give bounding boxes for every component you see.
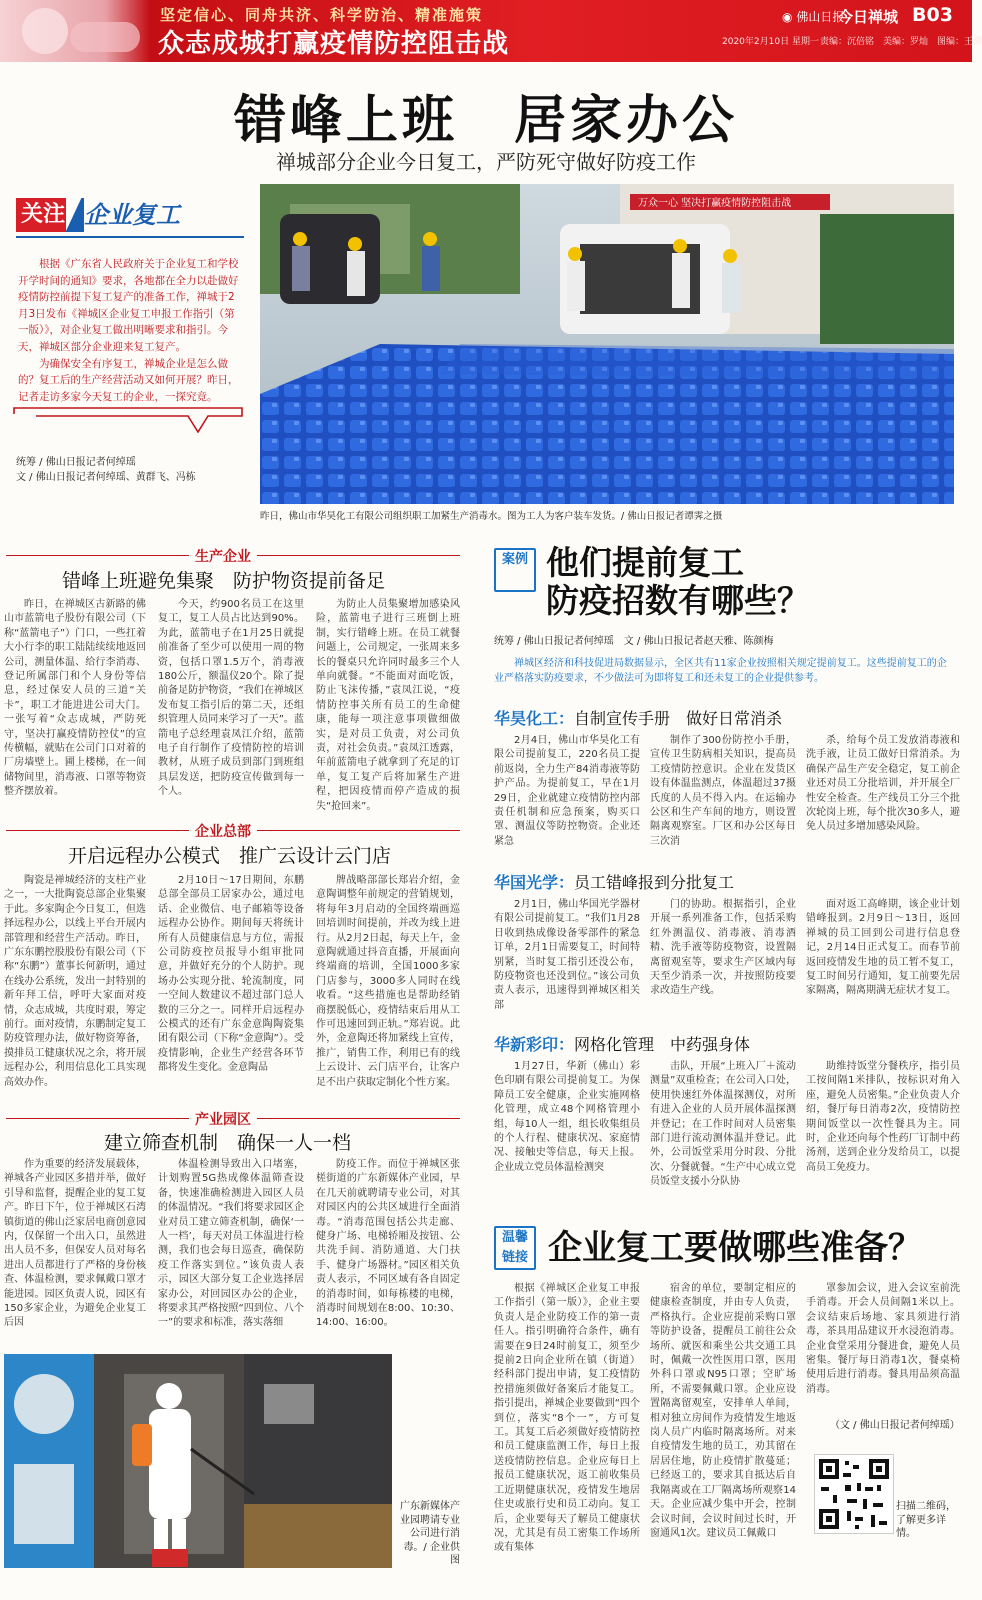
focus-underline (16, 236, 244, 238)
company-name: 华新彩印： (494, 1035, 575, 1054)
case-intro: 禅城区经济和科技促进局数据显示，全区共有11家企业按照相关规定提前复工。这些提前复工的企业严格落实防疫要求，不少做法可为即将复工和还未复工的企业提供参考。 (494, 658, 947, 684)
park-photo-caption: 广东新媒体产业园聘请专业公司进行消毒。/ 企业供图 (400, 1501, 460, 1566)
company-column: 杀，给每个员工发放消毒液和洗手液，让员工做好日常消杀。为确保产品生产安全稳定，复工前企业还对员工分批培训，并开展全厂性安全检查。生产线员工分三个批次轮岗上班，每个批次30多人，避免人员过多增加感染风险。 (806, 735, 960, 833)
focus-label-red: 关注 (16, 198, 70, 232)
banner-figure-decoration (22, 8, 68, 54)
header-banner (0, 0, 982, 62)
warm-link-tag: 温馨链接 (494, 1226, 536, 1270)
company-column: 1月27日，华新（佛山）彩色印刷有限公司提前复工。为保障员工安全健康，企业实施网格化管理，成立48个网格管理小组，每10人一组，组长收集组员的个人行程、健康状况、家庭情况、接触史等信息，每天上报。企业成立党员体温检测突 (494, 1061, 640, 1173)
focus-label-blue: 企业复工 (84, 201, 180, 229)
paper-name: 佛山日报 (796, 10, 845, 24)
focus-label-slash (66, 198, 84, 232)
main-photo (260, 184, 954, 504)
warm-column-1: 根据《禅城区企业复工申报工作指引（第一版）》，企业主要负责人是企业防疫工作的第一责任人。指引明确符合条件，确有需要在9日24时前复工，须至少提前2日向企业所在镇（街道）经科部门提出申请，复工疫情防控措施须做好备案后才能复工。指引提出，禅城企业要做到“四个到位，落实“8个一”，方可复工。其复工后必须做好疫情防控和员工健康监测工作，每日上报送疫情防控信息。企业应每日上报员工健康状况，返工前收集员工近期健康状况，疫情发生地居住史或旅行史和员工动向。复工后，企业要每天了解员工健康状况，尤其是有员工密集工作场所或有集体 (494, 1283, 640, 1554)
case-title-line: 防疫招数有哪些？ (546, 581, 810, 620)
editor-credits: 责编：沉倍铭 美编：罗灿 图编：王潮 (820, 37, 982, 47)
paper-logo (782, 8, 844, 25)
case-title-line: 他们提前复工 (546, 543, 744, 582)
warm-credit: （文 / 佛山日报记者何绰瑶） (830, 1420, 960, 1431)
company-headline: 员工错峰报到分批复工 (574, 873, 735, 892)
company-title (494, 870, 734, 893)
intro-callout-frame (12, 404, 246, 436)
hq-column-3: 牌战略部部长郑岩介绍，金意陶调整年前规定的营销规划，将每年3月启动的全国终端画巡回培训时间提前，并改为线上进行。从2月2日起，每天上午，金意陶就通过抖音直播，开展面向终端商的培训，全国1000多家门店参与，3000多人同时在线收看。“这些措施也是帮助经销商摆脱低心，疫情结束后用从工作可迅速回到正轨。”郑岩说。此外，金意陶还将加紧线上宣传，推广，销售工作，利用已有的线上云设计、云门店平台，让客户足不出户获取定制化个性方案。 (316, 875, 460, 1088)
section-tag-park: 产业园区 (189, 1109, 257, 1129)
banner-slogan-top: 坚定信心、同舟共济、科学防治、精准施策 (160, 6, 484, 24)
park-column-2: 体温检测导致出入口堵塞，计划购置5G热成像体温筛查设备，快速准确检测进入园区人员的体温情况。“我们将要求园区企业对员工建立筛查机制，确保‘一人一档’，每天对员工体温进行检测，我们也会每日巡查，确保防疫工作落实到位。”该负责人表示，园区大部分复工企业选择居家办公，对回园区办公的企业，将要求其严格按照“四到位、八个一”的要求和标准，落实落细 (158, 1159, 304, 1329)
page-number: B03 (912, 4, 953, 26)
company-title (494, 706, 782, 729)
hq-title: 开启远程办公模式 推广云设计云门店 (68, 845, 392, 867)
company-column: 制作了300份防控小手册，宣传卫生防病相关知识，提高员工疫情防控意识。企业在发货区设有体温监测点，体温超过37摄氏度的人员不得入内。在运输办公区和生产车间的地方，则设置隔离观察室。厂区和办公区每日三次消 (650, 735, 796, 847)
park-photo (4, 1354, 392, 1568)
focus-intro-paragraph: 为确保安全有序复工，禅城企业是怎么做的？复工后的生产经营活动又如何开展？昨日，记者走访多家今天复工的企业，一探究竟。 (18, 357, 239, 403)
company-headline: 自制宣传手册 做好日常消杀 (574, 709, 783, 728)
park-photo-scene (4, 1354, 392, 1568)
company-column: 面对返工高峰期，该企业计划错峰报到。2月9日～13日，返回禅城的员工回到公司进行信息登记，2月14日正式复工。而春节前返回疫情发生地的员工暂不复工，复工时间另行通知，复工前要先居家隔离，隔离期满无症状才复工。 (806, 899, 960, 997)
case-tag: 案例 (494, 548, 536, 592)
paper-logo-icon: ◉ (782, 10, 793, 24)
focus-credit-text: 文 / 佛山日报记者何绰瑶、黄群飞、冯栋 (16, 472, 196, 483)
hq-column-2: 2月10日～17日期间，东鹏总部全部员工居家办公，通过电话、企业微信、电子邮箱等设备远程办公协作。期间每天将统计所有人员健康信息与方位，需报公司防疫控员报导小组审批同意，并做好充分的个人防护。现场办公实现分批、轮流制度，同一空间人数建议不超过部门总人数的三分之一。同样开启远程办公模式的还有广东金意陶陶瓷集团有限公司（下称“金意陶”）。受疫情影响，企业生产经营各环节都将发生变化。金意陶品 (158, 875, 304, 1074)
company-title (494, 1032, 750, 1055)
qr-code[interactable] (814, 1454, 894, 1534)
main-photo-scene (260, 184, 954, 504)
company-column: 2月4日，佛山市华昊化工有限公司提前复工，220名员工提前返岗，全力生产84消毒液等防护产品。为提前复工，早在1月29日，企业就建立疫情防控内部责任机制和应急预案，购买口罩、测温仪等防控物资。企业还紧急 (494, 735, 640, 847)
warm-link-title: 企业复工要做哪些准备？ (548, 1228, 922, 1268)
photo-banner-text: 万众一心 坚决打赢疫情防控阻击战 (638, 198, 792, 209)
qr-caption: 扫描二维码，了解更多详情。 (896, 1501, 956, 1539)
case-credit: 统筹 / 佛山日报记者何绰瑶 文 / 佛山日报记者赵天雅、陈颜梅 (494, 636, 774, 647)
hq-column-1: 陶瓷是禅城经济的支柱产业之一，一大批陶瓷总部企业集聚于此。多家陶企今日复工，但选择远程办公，以线上平台开展内部管理和经营生产活动。昨日，广东东鹏控股股份有限公司（下称“东鹏”）董事长何新明，通过在线办公系统，发出一封特别的新年拜工信，呼吁大家面对疫情，众志成城，共度时艰，筹定前行。面对疫情，东鹏制定复工防疫管理办法，做好物资筹备，摸排员工健康状况之余，将开展远程办公，利用信息化工具实现高效办作。 (4, 875, 146, 1088)
company-name: 华昊化工： (494, 709, 575, 728)
park-column-3: 防疫工作。而位于禅城区张槎街道的广东新媒体产业园，早在几天前就聘请专业公司，对其对园区内的公共区域进行全面消毒。“消毒范围包括公共走廊、健身广场、电梯轿厢及按钮、公共洗手间、消防通道、大门扶手、健身广场器材。”园区相关负责人表示，不同区域有各自固定的消毒时间，如每栋楼的电梯，消毒时间规划在8:00、10:30、14:00、16:00。 (316, 1159, 460, 1329)
warm-column-3: 罩参加会议，进入会议室前洗手消毒。开会人员间隔1米以上。会议结束后场地、家具须进行消毒，茶具用品建议开水浸泡消毒。企业食堂采用分餐进食，避免人员密集。餐厅每日消毒1次，餐桌椅使用后进行消毒。餐具用品须高温消毒。 (806, 1283, 960, 1395)
production-column-3: 为防止人员集聚增加感染风险，蓝箭电子进行三班倒上班制，实行错峰上班。在员工就餐问题上，公司规定，一张周来多长的餐桌只允许同时最多三个人单向就餐。“不能面对面吃饭，防止飞沫传播，”袁凤江说，“疫情防控事关所有员工的生命健康，能每一项注意事项做细做实，是对员工负责，对公司负责，对社会负责。”袁凤江透露，年前蓝箭电子就拿到了充足的订单，复工复产后将加紧生产进程，把因疫情而停产造成的损失“抢回来”。 (316, 599, 460, 812)
section-tag-production: 生产企业 (189, 546, 257, 566)
main-photo-caption: 昨日，佛山市华昊化工有限公司组织职工加紧生产消毒水。图为工人为客户装车发货。/ 佛山日报记者谭霁之摄 (260, 511, 723, 522)
focus-credit-plan: 统筹 / 佛山日报记者何绰瑶 (16, 457, 136, 468)
section-name: 今日禅城 (838, 8, 899, 26)
park-column-1: 作为重要的经济发展载体，禅城各产业园区多措并举，做好引导和监督，提醒企业的复工复产。昨日下午，位于禅城区石湾镇街道的佛山泛家居电商创意园内，仅保留一个出入口，虽然进出人员不多，但保安人员对每名进出人员都进行了严格的身份核查、体温检测，要求佩戴口罩才能进园。园区负责人说，园区有150多家企业，为避免企业复工后因 (4, 1159, 146, 1329)
company-name: 华国光学： (494, 873, 575, 892)
section-tag-hq: 企业总部 (189, 821, 257, 841)
page-subheadline: 禅城部分企业今日复工，严防死守做好防疫工作 (276, 150, 696, 174)
park-title: 建立筛查机制 确保一人一档 (104, 1132, 352, 1154)
production-title: 错峰上班避免集聚 防护物资提前备足 (62, 570, 386, 592)
production-column-2: 今天，约900名员工在这里复工，复工人员占比达到90%。为此，蓝箭电子在1月25日就提前准备了至少可以使用一周的物资，包括口罩1.5万个，消毒液180公斤，额温仪20个。除了提前备足防护物资，“我们在禅城区发布复工指引后的第二天，还组织管理人员同来学习了一天”。蓝箭电子总经理袁凤江介绍，蓝箭电子自行制作了疫情防控的培训教材，从班子成员到部门到班组具层发送，把防疫宣传做到每一个人。 (158, 599, 304, 798)
banner-figure-decoration (70, 22, 140, 52)
production-column-1: 昨日，在禅城区古新路的佛山市蓝箭电子股份有限公司（下称“蓝箭电子”）门口，一些扛着大小行李的职工陆陆续续地返回公司，测量体温、给行李消毒、登记所属部门和个人身份等信息，经过保安人员的三道“关卡”，职工才能进进公司大门。一张写着“众志成城，严防死守，坚决打赢疫情防控仗”的宣传横幅，就贴在公司门口对着的厂房墙壁上。圃上楼梯，在一间储物间里，消毒液、口罩等物资整齐摆放着。 (4, 599, 146, 798)
focus-intro (18, 256, 240, 405)
company-column: 门的协助。根据指引，企业开展一系列准备工作，包括采购红外测温仪、消毒液、消毒酒精、洗手液等防疫物资，设置隔离留观室等，要求生产区域内每天至少消杀一次，并按照防疫要求改造生产线。 (650, 899, 796, 997)
page-headline: 错峰上班 居家办公 (233, 91, 738, 151)
banner-slogan-main: 众志成城打赢疫情防控阻击战 (158, 29, 510, 59)
qr-code-image (815, 1455, 893, 1533)
case-title (546, 544, 966, 620)
company-headline: 网格化管理 中药强身体 (574, 1035, 751, 1054)
company-column: 助维持饭堂分餐秩序，指引员工按间隔1米排队，按标识对角入座，避免人员密集。”企业负责人介绍，餐厅每日消毒2次，疫情防控期间饭堂以一次性餐具为主。同时，企业还向每个性药厂订制中药汤剂，送到企业分发给员工，以提高员工免疫力。 (806, 1061, 960, 1173)
company-column: 2月1日，佛山华国光学器材有限公司提前复工。“我们1月28日收到热成像设备零部件的紧急订单，2月1日需要复工，时间特别紧，当时复工指引还没公布，防疫物资也还没到位。”该公司负责人表示，迅速得到禅城区相关部 (494, 899, 640, 1011)
issue-date: 2020年2月10日 星期一 (722, 37, 819, 47)
company-column: 击队，开展“上班入厂＋流动测量”双重检查；在公司入口处，使用快速红外体温探测仪，对所有进入企业的人员开展体温探测并登记；在工作时间对人员密集部门进行流动测体温并登记。此外，公司饭堂采用分时段、分批次、分餐就餐。“生产中心成立党员饭堂支援小分队协 (650, 1061, 796, 1188)
warm-column-2: 宿舍的单位，要制定相应的健康检查制度，并由专人负责，严格执行。企业应提前采购口罩等防护设备，提醒员工前往公众场所、就医和乘坐公共交通工具时，佩戴一次性医用口罩，医用外科口罩或N95口罩；空旷场所，不需要佩戴口罩。企业应设置隔离留观室，安排单人单间，相对独立房间作为疫情发生地返岗人员广内临时隔离场所。对来自疫情发生地的员工，劝其留在居居住地，防止疫情扩散蔓延；已经返工的，要求其自抵达后自我隔离或在工厂隔离场所观察14天。企业应减少集中开会，控制会议时间，会议时间过长时，开窗通风1次。建议员工佩戴口 (650, 1283, 796, 1539)
focus-intro-paragraph: 根据《广东省人民政府关于企业复工和学校开学时间的通知》要求，各地都在全力以赴做好疫情防控前提下复工复产的准备工作，禅城于2月3日发布《禅城区企业复工申报工作指引（第一版）》，对企业复工做出明晰要求和指引。今天，禅城区部分企业迎来复工复产。 (18, 258, 239, 353)
